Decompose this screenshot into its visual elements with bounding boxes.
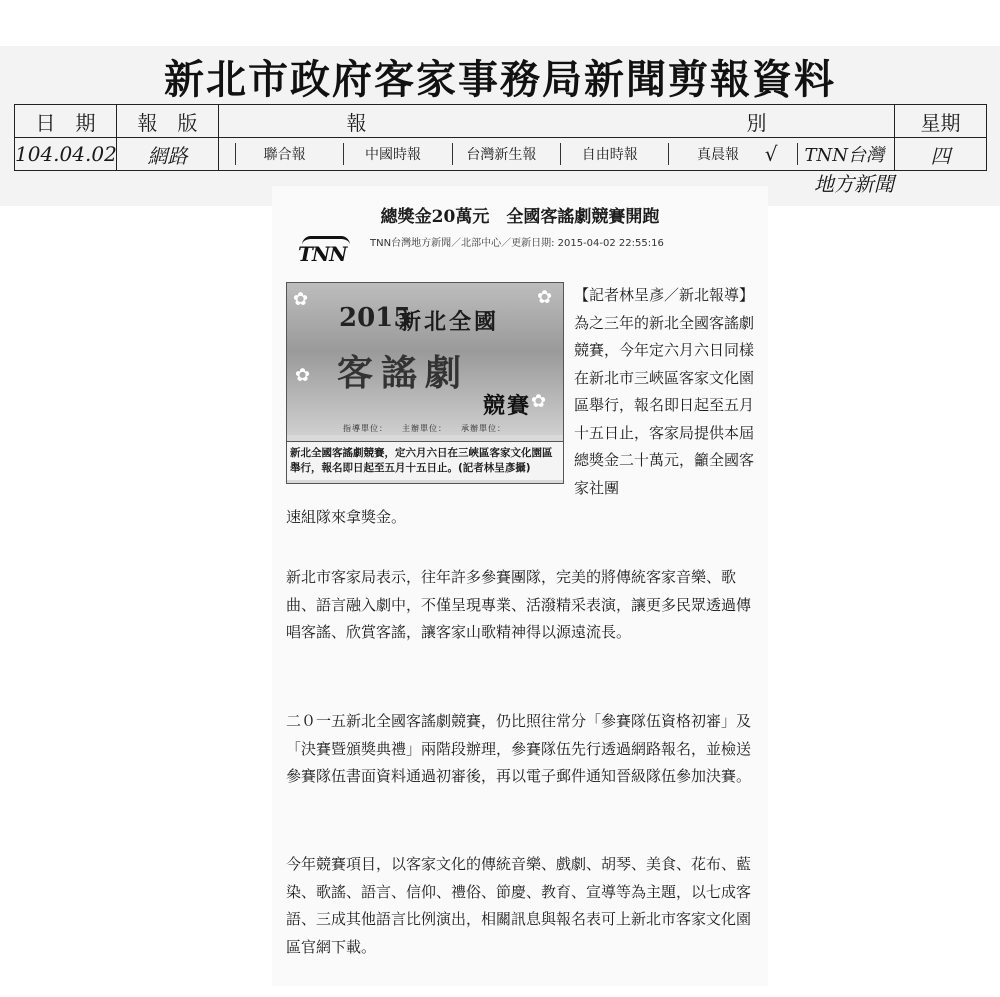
photo-caption: 新北全國客謠劇競賽，定六月六日在三峽區客家文化園區舉行，報名即日起至五月十五日止。(記者林呈彥攝) bbox=[287, 441, 563, 480]
article-byline: TNN台灣地方新聞／北部中心／更新日期: 2015-04-02 22:55:16 bbox=[370, 238, 664, 249]
clipping-info-table bbox=[14, 104, 987, 171]
logo-text: TNN bbox=[298, 242, 347, 266]
checkmark-icon: √ bbox=[764, 142, 778, 166]
body-paragraph: 新北市客家局表示，往年許多參賽團隊，完美的將傳統客家音樂、歌曲、語言融入劇中，不僅呈現專業、活潑精采表演，讓更多民眾透過傳唱客謠、欣賞客謠，讓客家山歌精神得以源遠流長。 bbox=[286, 568, 752, 641]
paper-option-3: 台灣新生報 bbox=[466, 147, 537, 163]
photo-title-line2: 客謠劇 bbox=[337, 352, 470, 394]
flower-icon: ✿ bbox=[293, 289, 309, 310]
paper-options bbox=[219, 138, 895, 171]
news-clipping bbox=[272, 186, 768, 986]
checkbox-blank bbox=[225, 143, 236, 165]
checkbox-blank bbox=[442, 143, 453, 165]
checkbox-blank bbox=[550, 143, 561, 165]
photo-title-line1: 新北全國 bbox=[399, 309, 500, 335]
edition-value: 網路 bbox=[117, 138, 219, 171]
article-headline: 總獎金20萬元 全國客謠劇競賽開跑 bbox=[380, 207, 660, 227]
photo-sponsors: 指導單位： 主辦單位： 承辦單位： bbox=[343, 424, 506, 433]
flower-icon: ✿ bbox=[531, 391, 547, 412]
checkbox-blank bbox=[333, 143, 344, 165]
table-header-row bbox=[15, 105, 987, 138]
weekday-header: 星期 bbox=[895, 105, 987, 138]
paper-option-4: 自由時報 bbox=[581, 147, 638, 163]
flower-icon: ✿ bbox=[537, 287, 553, 308]
tnn-logo bbox=[294, 232, 370, 266]
edition-header: 報 版 bbox=[117, 105, 219, 138]
paper-header: 報 別 bbox=[219, 105, 895, 138]
selected-paper-note: 地方新聞 bbox=[814, 172, 894, 196]
checkbox-blank bbox=[658, 143, 669, 165]
photo-title-line3: 競賽 bbox=[483, 393, 532, 419]
body-paragraph: 二０一五新北全國客謠劇競賽，仍比照往常分「參賽隊伍資格初審」及「決賽暨頒獎典禮」兩階段辦理，參賽隊伍先行透過網路報名，並檢送參賽隊伍書面資料通過初審後，再以電子郵件通知晉級隊伍參加決賽。 bbox=[286, 712, 752, 785]
table-value-row bbox=[15, 138, 987, 171]
date-header: 日 期 bbox=[15, 105, 117, 138]
paper-option-5: 真晨報 bbox=[697, 147, 740, 163]
body-paragraph: 今年競賽項目，以客家文化的傳統音樂、戲劇、胡琴、美食、花布、藍染、歌謠、語言、信仰、禮俗、節慶、教育、宣導等為主題，以七成客語、三成其他語言比例演出，相關訊息與報名表可上新北市客家文化園區官網下載。 bbox=[286, 855, 752, 956]
weekday-value: 四 bbox=[895, 138, 987, 171]
article-photo bbox=[286, 282, 564, 484]
paper-option-1: 聯合報 bbox=[263, 147, 306, 163]
flower-icon: ✿ bbox=[295, 365, 311, 386]
checkbox-checked bbox=[787, 143, 798, 165]
lead-paragraph-end: 速組隊來拿獎金。 bbox=[286, 508, 407, 526]
paper-option-2: 中國時報 bbox=[365, 147, 422, 163]
photo-year: 2015 bbox=[339, 303, 412, 333]
page-title: 新北市政府客家事務局新聞剪報資料 bbox=[164, 56, 836, 103]
date-value: 104.04.02 bbox=[15, 138, 117, 171]
lead-paragraph: 【記者林呈彥／新北報導】為之三年的新北全國客謠劇競賽，今年定六月六日同樣在新北市三峽區客家文化園區舉行，報名即日起至五月十五日止，客家局提供本屆總獎金二十萬元，籲全國客家社團 bbox=[574, 286, 755, 497]
selected-paper: TNN台灣 bbox=[804, 145, 884, 166]
